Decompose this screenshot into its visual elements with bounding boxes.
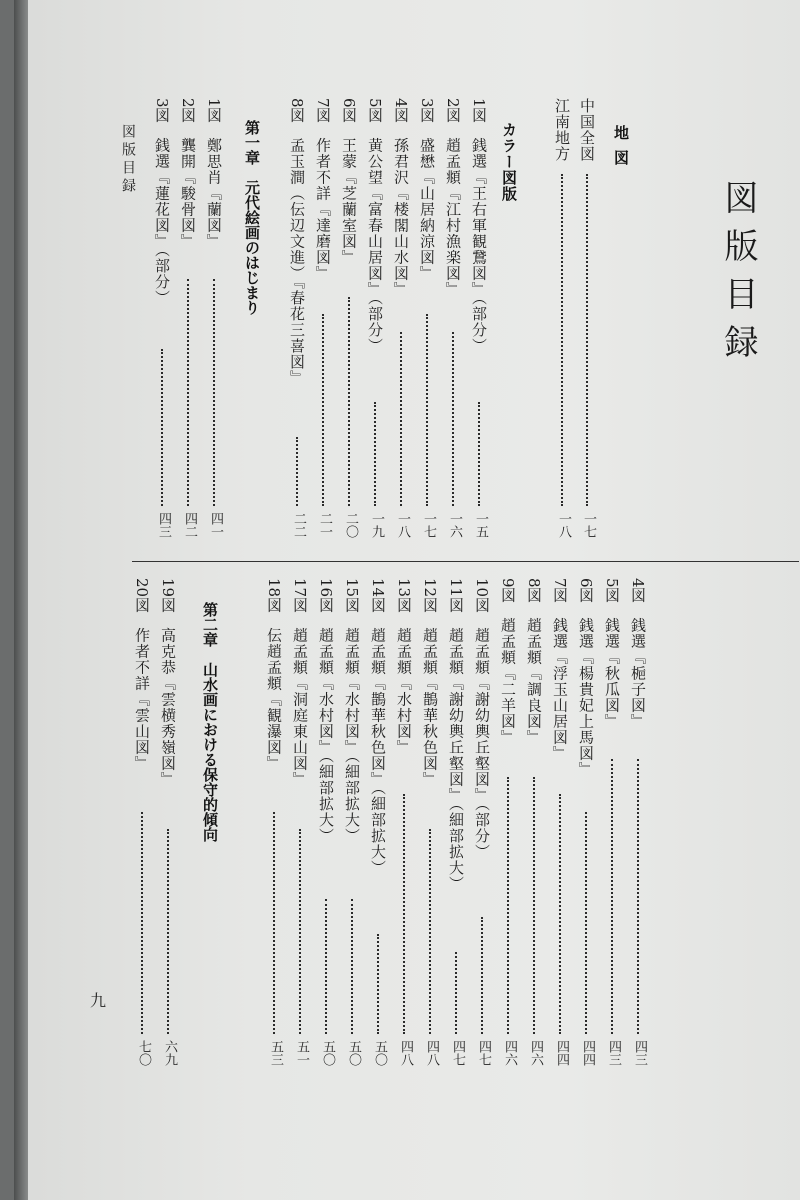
toc-entry xyxy=(313,98,333,282)
plate-number: 16図 xyxy=(317,578,335,613)
page-number: 四七 xyxy=(450,1040,465,1066)
plate-number: 13図 xyxy=(395,578,413,613)
toc-entry xyxy=(602,578,622,730)
toc-entry xyxy=(178,98,198,250)
dot-leader xyxy=(478,402,480,507)
page-number: 四三 xyxy=(156,512,171,538)
dot-leader xyxy=(322,314,324,506)
dot-leader xyxy=(559,794,561,1034)
toc-entry xyxy=(158,578,178,787)
page-number: 六九 xyxy=(162,1040,177,1066)
page-number: 四八 xyxy=(398,1040,413,1066)
toc-entry xyxy=(287,98,307,386)
plate-number: 17図 xyxy=(291,578,309,613)
dot-leader xyxy=(348,297,350,507)
dot-leader xyxy=(377,934,379,1034)
plate-title: 黄公望『富春山居図』（部分） xyxy=(366,137,384,355)
toc-entry xyxy=(552,98,572,162)
plate-number: 9図 xyxy=(499,578,517,603)
page-number: 二〇 xyxy=(343,512,358,538)
plate-title: 銭選『秋瓜図』 xyxy=(603,617,621,730)
map-label: 江南地方 xyxy=(553,98,571,162)
dot-leader xyxy=(426,314,428,506)
page-number: 四一 xyxy=(208,512,223,538)
page-number: 一六 xyxy=(447,512,462,538)
plate-title: 龔開『駿骨図』 xyxy=(179,137,197,250)
plate-number: 7図 xyxy=(551,578,569,603)
plate-number: 10図 xyxy=(473,578,491,613)
heading-color-plates: カラー図版 xyxy=(500,122,518,202)
dot-leader xyxy=(507,777,509,1035)
dot-leader xyxy=(586,174,588,506)
page-number: 四七 xyxy=(476,1040,491,1066)
toc-entry xyxy=(132,578,152,771)
toc-entry xyxy=(577,98,597,162)
dot-leader xyxy=(400,332,402,507)
toc-entry xyxy=(550,578,570,762)
page-number: 四二 xyxy=(182,512,197,538)
plate-number: 18図 xyxy=(265,578,283,613)
dot-leader xyxy=(351,899,353,1034)
plate-number: 7図 xyxy=(314,98,332,123)
page-number: 一七 xyxy=(581,512,596,538)
toc-entry xyxy=(365,98,385,354)
plate-number: 8図 xyxy=(288,98,306,123)
plate-number: 1図 xyxy=(470,98,488,123)
plate-title: 高克恭『雲横秀嶺図』 xyxy=(159,627,177,788)
plate-number: 5図 xyxy=(603,578,621,603)
toc-entry xyxy=(290,578,310,787)
plate-title: 趙孟頫『鵲華秋色図』（細部拡大） xyxy=(369,627,387,876)
toc-entry xyxy=(498,578,518,746)
page-number: 一七 xyxy=(421,512,436,538)
dot-leader xyxy=(611,759,613,1034)
plate-title: 趙孟頫『謝幼輿丘壑図』（部分） xyxy=(473,627,491,860)
toc-entry xyxy=(391,98,411,298)
toc-entry xyxy=(628,578,648,730)
page-number: 五三 xyxy=(268,1040,283,1066)
plate-title: 作者不詳『雲山図』 xyxy=(133,627,151,772)
toc-entry xyxy=(339,98,359,266)
plate-number: 3図 xyxy=(418,98,436,123)
plate-title: 銭選『浮玉山居図』 xyxy=(551,617,569,762)
page-number: 一五 xyxy=(473,512,488,538)
heading-chapter1: 第一章 元代絵画のはじまり xyxy=(243,120,261,315)
toc-entry xyxy=(368,578,388,876)
plate-number: 11図 xyxy=(447,578,465,613)
plate-number: 14図 xyxy=(369,578,387,613)
plate-title: 銭選『梔子図』 xyxy=(629,617,647,730)
plate-title: 趙孟頫『水村図』（細部拡大） xyxy=(343,627,361,844)
plate-number: 19図 xyxy=(159,578,177,613)
plate-number: 6図 xyxy=(340,98,358,123)
heading-chapter2: 第二章 山水画における保守的傾向 xyxy=(201,602,219,842)
page-number: 一九 xyxy=(369,512,384,538)
dot-leader xyxy=(187,279,189,506)
plate-title: 趙孟頫『水村図』 xyxy=(395,627,413,756)
toc-entry xyxy=(420,578,440,787)
plate-number: 20図 xyxy=(133,578,151,613)
dot-leader xyxy=(403,794,405,1034)
plate-number: 12図 xyxy=(421,578,439,613)
book-page xyxy=(14,0,800,1200)
plate-title: 銭選『王右軍観鵞図』（部分） xyxy=(470,137,488,355)
toc-entry xyxy=(469,98,489,354)
plate-title: 趙孟頫『二羊図』 xyxy=(499,617,517,746)
page-edge-shadow xyxy=(14,0,28,1200)
dot-leader xyxy=(455,952,457,1035)
dot-leader xyxy=(637,759,639,1034)
dot-leader xyxy=(481,917,483,1035)
plate-title: 鄭思肖『蘭図』 xyxy=(205,137,223,250)
page-title: 図版目録 xyxy=(718,180,758,372)
page-number: 二一 xyxy=(317,512,332,538)
dot-leader xyxy=(585,812,587,1035)
plate-title: 趙孟頫『水村図』（細部拡大） xyxy=(317,627,335,844)
page-number: 五〇 xyxy=(372,1040,387,1066)
dot-leader xyxy=(561,174,563,506)
heading-map: 地図 xyxy=(612,125,630,175)
toc-entry xyxy=(342,578,362,844)
dot-leader xyxy=(299,829,301,1034)
dot-leader xyxy=(213,279,215,506)
plate-number: 8図 xyxy=(525,578,543,603)
plate-title: 趙孟頫『鵲華秋色図』 xyxy=(421,627,439,788)
toc-entry xyxy=(316,578,336,844)
plate-number: 2図 xyxy=(444,98,462,123)
toc-entry xyxy=(204,98,224,250)
plate-title: 趙孟頫『調良図』 xyxy=(525,617,543,746)
plate-title: 趙孟頫『江村漁楽図』 xyxy=(444,137,462,298)
plate-number: 2図 xyxy=(179,98,197,123)
dot-leader xyxy=(533,777,535,1035)
page-number: 五一 xyxy=(294,1040,309,1066)
plate-title: 銭選『楊貴妃上馬図』 xyxy=(577,617,595,778)
plate-number: 5図 xyxy=(366,98,384,123)
plate-number: 3図 xyxy=(153,98,171,123)
page-number: 一八 xyxy=(556,512,571,538)
page-number: 七〇 xyxy=(136,1040,151,1066)
plate-number: 4図 xyxy=(392,98,410,123)
dot-leader xyxy=(141,812,143,1035)
toc-entry xyxy=(446,578,466,892)
dot-leader xyxy=(273,812,275,1035)
plate-title: 作者不詳『達磨図』 xyxy=(314,137,332,282)
toc-entry xyxy=(394,578,414,755)
toc-entry xyxy=(524,578,544,746)
page-number: 四三 xyxy=(632,1040,647,1066)
dot-leader xyxy=(374,402,376,507)
toc-entry xyxy=(264,578,284,771)
map-label: 中国全図 xyxy=(578,98,596,162)
section-divider xyxy=(132,561,799,562)
toc-entry xyxy=(443,98,463,298)
plate-title: 孟玉澗（伝辺文進）『春花三喜図』 xyxy=(288,137,306,387)
dot-leader xyxy=(325,899,327,1034)
dot-leader xyxy=(161,349,163,506)
page-number: 四四 xyxy=(554,1040,569,1066)
page-number: 五〇 xyxy=(320,1040,335,1066)
plate-title: 孫君沢『楼閣山水図』 xyxy=(392,137,410,298)
page-number: 四三 xyxy=(606,1040,621,1066)
plate-number: 4図 xyxy=(629,578,647,603)
toc-entry xyxy=(576,578,596,778)
toc-entry xyxy=(472,578,492,860)
plate-title: 銭選『蓮花図』（部分） xyxy=(153,137,171,307)
page-number: 四六 xyxy=(528,1040,543,1066)
page-number: 二二 xyxy=(291,512,306,538)
dot-leader xyxy=(167,829,169,1034)
toc-entry xyxy=(152,98,172,306)
plate-number: 15図 xyxy=(343,578,361,613)
folio-number: 九 xyxy=(90,991,107,1010)
dot-leader xyxy=(429,829,431,1034)
plate-title: 盛懋『山居納涼図』 xyxy=(418,137,436,282)
plate-title: 王蒙『芝蘭室図』 xyxy=(340,137,358,266)
plate-title: 伝趙孟頫『観瀑図』 xyxy=(265,627,283,772)
page-number: 四四 xyxy=(580,1040,595,1066)
plate-title: 趙孟頫『洞庭東山図』 xyxy=(291,627,309,788)
page-number: 五〇 xyxy=(346,1040,361,1066)
plate-number: 6図 xyxy=(577,578,595,603)
plate-title: 趙孟頫『謝幼輿丘壑図』（細部拡大） xyxy=(447,627,465,892)
page-number: 四六 xyxy=(502,1040,517,1066)
plate-number: 1図 xyxy=(205,98,223,123)
page-number: 四八 xyxy=(424,1040,439,1066)
running-head: 図版目録 xyxy=(120,124,136,196)
dot-leader xyxy=(452,332,454,507)
page-number: 一八 xyxy=(395,512,410,538)
dot-leader xyxy=(296,437,298,507)
toc-entry xyxy=(417,98,437,282)
